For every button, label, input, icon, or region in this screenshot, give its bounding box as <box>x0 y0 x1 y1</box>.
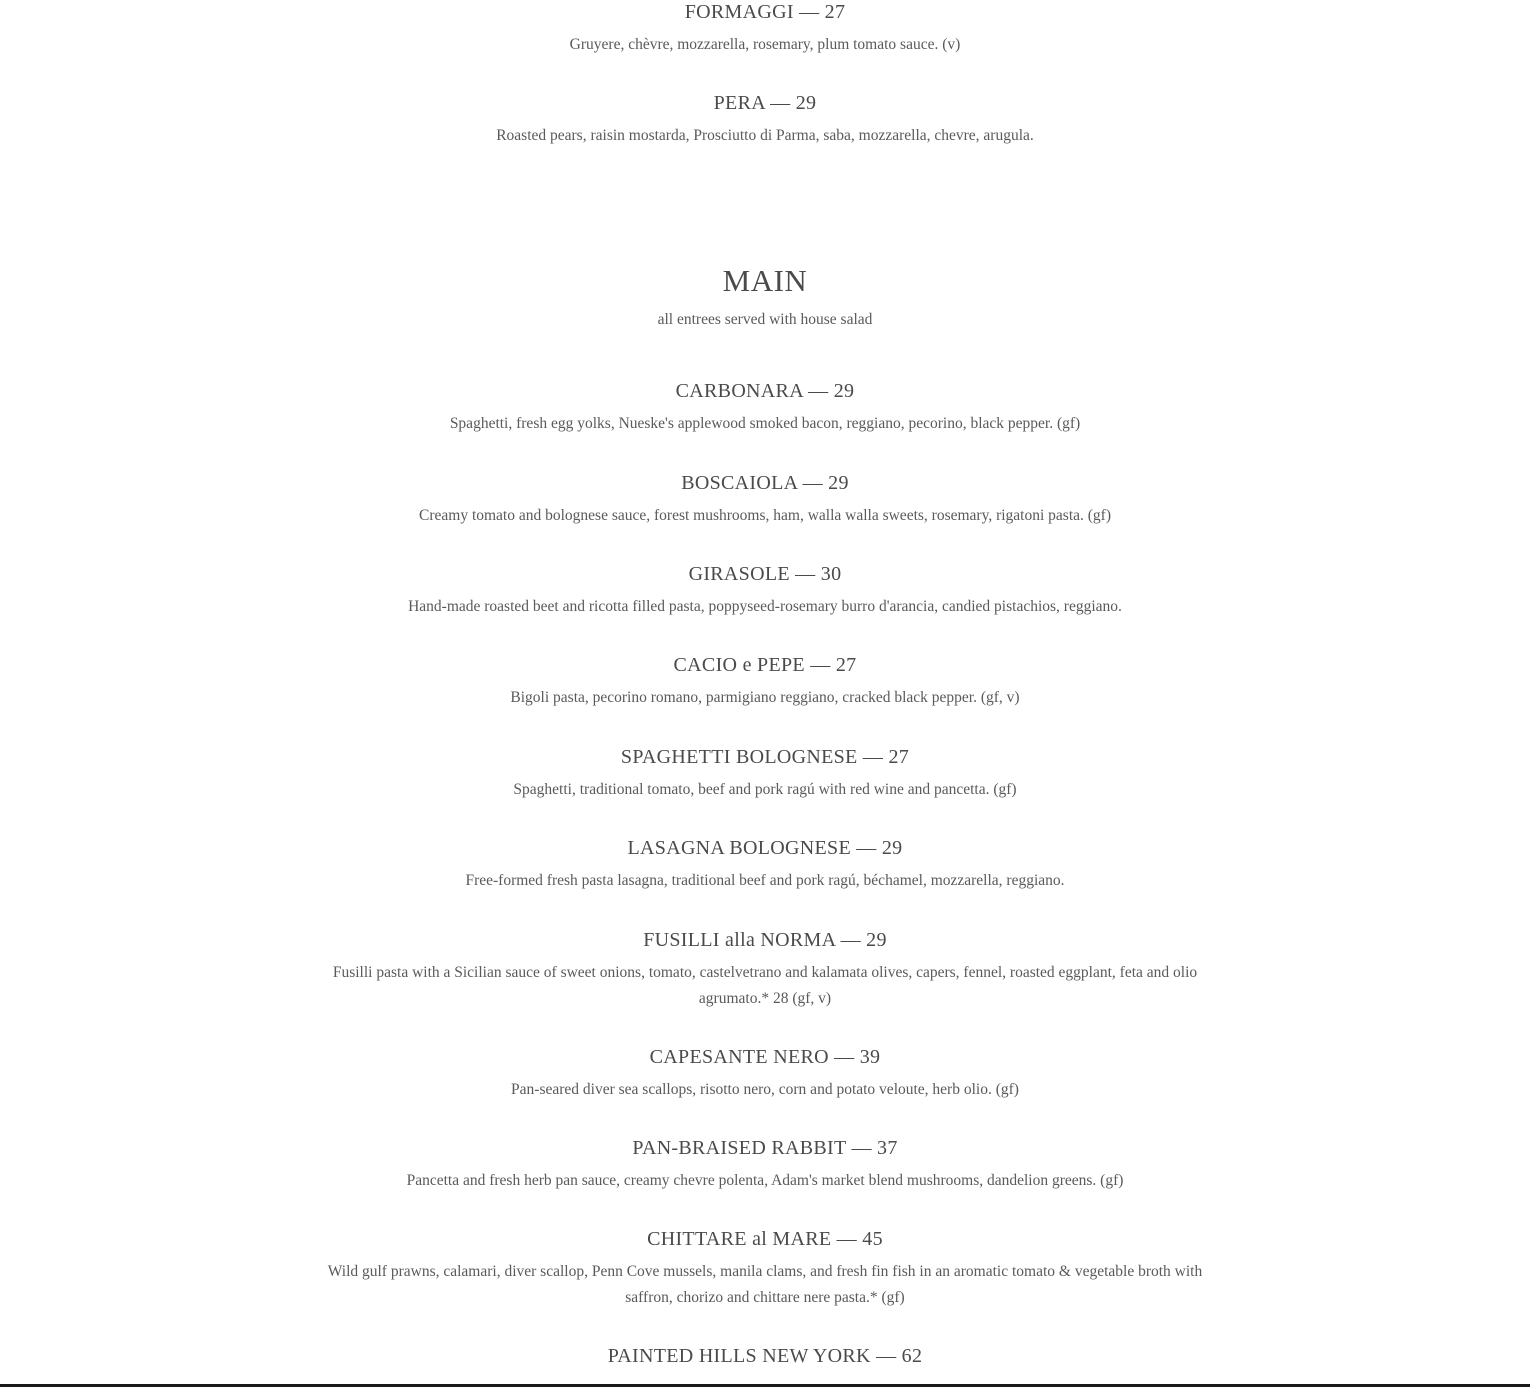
menu-item-title: PERA — 29 <box>713 92 817 114</box>
section-header-main <box>0 263 1530 331</box>
menu-item-carbonara <box>0 379 1530 437</box>
menu-item-description: Fusilli pasta with a Sicilian sauce of sweet onions, tomato, castelvetrano and kalamata olives, capers, fennel, roasted eggplant, feta and olio agrumato.* 28 (gf, v) <box>332 964 1198 1007</box>
menu-item-pera <box>0 91 1530 149</box>
menu-item-description: Roasted pears, raisin mostarda, Prosciutto di Parma, saba, mozzarella, chevre, arugula. <box>496 127 1034 144</box>
menu-item-description: Bigoli pasta, pecorino romano, parmigiano reggiano, cracked black pepper. (gf, v) <box>510 689 1020 706</box>
menu-item-title: CARBONARA — 29 <box>675 380 855 402</box>
menu-item-painted-hills-new-york <box>0 1344 1530 1368</box>
menu-item-description: Spaghetti, fresh egg yolks, Nueske's applewood smoked bacon, reggiano, pecorino, black pepper. (gf) <box>449 415 1081 432</box>
menu-item-title: CAPESANTE NERO — 39 <box>649 1046 881 1068</box>
menu-item-title: BOSCAIOLA — 29 <box>681 472 849 494</box>
menu-item-pan-braised-rabbit <box>0 1136 1530 1194</box>
menu-item-fusilli-alla-norma <box>0 928 1530 1012</box>
menu-item-description: Spaghetti, traditional tomato, beef and pork ragú with red wine and pancetta. (gf) <box>513 781 1017 798</box>
menu-item-description: Gruyere, chèvre, mozzarella, rosemary, plum tomato sauce. (v) <box>569 36 961 53</box>
menu-item-title: GIRASOLE — 30 <box>688 563 842 585</box>
menu-item-title: CACIO e PEPE — 27 <box>673 654 857 676</box>
menu-item-description: Hand-made roasted beet and ricotta filled pasta, poppyseed-rosemary burro d'arancia, candied pistachios, reggiano. <box>408 598 1122 615</box>
menu-item-title: LASAGNA BOLOGNESE — 29 <box>627 837 903 859</box>
menu-item-title: FUSILLI alla NORMA — 29 <box>643 929 887 951</box>
menu-item-description: Pan-seared diver sea scallops, risotto nero, corn and potato veloute, herb olio. (gf) <box>511 1081 1019 1098</box>
menu-item-girasole <box>0 562 1530 620</box>
menu-item-spaghetti-bolognese <box>0 745 1530 803</box>
menu-item-description: Pancetta and fresh herb pan sauce, creamy chevre polenta, Adam's market blend mushrooms, dandelion greens. (gf) <box>406 1172 1124 1189</box>
menu-item-title: PAN-BRAISED RABBIT — 37 <box>632 1137 898 1159</box>
menu-item-chittare-al-mare <box>0 1227 1530 1311</box>
section-subtitle: all entrees served with house salad <box>657 311 873 328</box>
menu-item-capesante-nero <box>0 1045 1530 1103</box>
menu-item-formaggi <box>0 0 1530 58</box>
menu-item-title: SPAGHETTI BOLOGNESE — 27 <box>620 746 910 768</box>
menu-item-boscaiola <box>0 471 1530 529</box>
menu-item-cacio-e-pepe <box>0 653 1530 711</box>
menu-item-title: CHITTARE al MARE — 45 <box>647 1228 883 1250</box>
menu-item-lasagna-bolognese <box>0 836 1530 894</box>
menu-item-description: Creamy tomato and bolognese sauce, forest mushrooms, ham, walla walla sweets, rosemary, rigatoni pasta. (gf) <box>419 507 1111 524</box>
menu-item-description: Free-formed fresh pasta lasagna, traditional beef and pork ragú, béchamel, mozzarella, reggiano. <box>465 872 1065 889</box>
menu-item-title: PAINTED HILLS NEW YORK — 62 <box>607 1345 923 1367</box>
section-title: MAIN <box>722 263 808 298</box>
menu-item-description: Wild gulf prawns, calamari, diver scallop, Penn Cove mussels, manila clams, and fresh fin fish in an aromatic tomato & vegetable broth with saffron, chorizo and chittare nere pasta.* (gf) <box>327 1263 1203 1306</box>
menu-item-title: FORMAGGI — 27 <box>684 1 846 23</box>
